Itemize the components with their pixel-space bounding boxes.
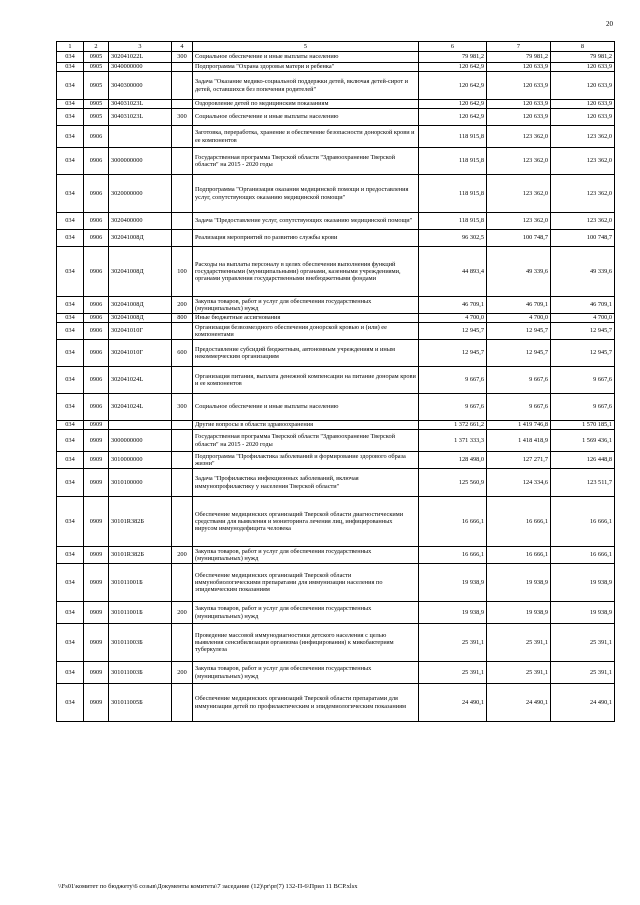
row-code-expense-type: 300 [172, 109, 193, 126]
row-code-ministry: 034 [57, 213, 84, 230]
row-code-section: 0906 [84, 297, 109, 314]
row-code-expense-type [172, 367, 193, 394]
table-row [57, 314, 615, 323]
row-name: Иные бюджетные ассигнования [193, 314, 419, 323]
row-code-expense-type: 300 [172, 394, 193, 421]
row-amount-col7: 46 709,1 [487, 297, 551, 314]
row-amount-col6: 12 945,7 [419, 323, 487, 340]
row-code-target: 304031023L [109, 100, 172, 109]
row-code-target [109, 421, 172, 430]
row-amount-col7: 25 391,1 [487, 662, 551, 684]
row-code-ministry: 034 [57, 624, 84, 662]
row-name: Организация питания, выплата денежной компенсации на питание донорам крови и ее компонентов [193, 367, 419, 394]
row-code-target: 302041008Д [109, 297, 172, 314]
row-amount-col6: 128 498,0 [419, 452, 487, 469]
row-code-target: 302041010Г [109, 323, 172, 340]
row-code-target: 302041022L [109, 52, 172, 63]
row-code-section: 0906 [84, 323, 109, 340]
row-name: Проведение массовой иммунодиагностики детского населения с целью выявления сенсибилизации организма (инфицирования) к микобактериям туберкулеза [193, 624, 419, 662]
row-amount-col7: 4 700,0 [487, 314, 551, 323]
table-row [57, 297, 615, 314]
row-amount-col7: 9 667,6 [487, 367, 551, 394]
row-code-section: 0905 [84, 109, 109, 126]
row-amount-col8: 100 748,7 [551, 230, 615, 247]
row-name: Задача "Предоставление услуг, сопутствующих оказанию медицинской помощи" [193, 213, 419, 230]
table-row [57, 547, 615, 564]
row-name: Обеспечение медицинских организаций Тверской области препаратами для иммунизации детей по профилактическим и эпидемиологическим показаниям [193, 684, 419, 722]
column-header-4: 4 [172, 42, 193, 52]
row-amount-col8: 123 362,0 [551, 148, 615, 175]
table-row [57, 323, 615, 340]
row-amount-col7: 123 362,0 [487, 213, 551, 230]
table-row [57, 430, 615, 452]
row-amount-col6: 120 642,9 [419, 63, 487, 72]
row-code-expense-type: 600 [172, 340, 193, 367]
page-number: 20 [606, 20, 613, 28]
row-amount-col8: 1 569 436,1 [551, 430, 615, 452]
row-code-section: 0906 [84, 340, 109, 367]
row-code-ministry: 034 [57, 63, 84, 72]
table-row [57, 662, 615, 684]
row-code-section: 0909 [84, 547, 109, 564]
row-code-ministry: 034 [57, 430, 84, 452]
row-code-ministry: 034 [57, 72, 84, 100]
row-code-ministry: 034 [57, 52, 84, 63]
row-code-section: 0905 [84, 63, 109, 72]
row-amount-col7: 25 391,1 [487, 624, 551, 662]
row-amount-col8: 1 570 185,1 [551, 421, 615, 430]
row-amount-col7: 9 667,6 [487, 394, 551, 421]
row-amount-col6: 44 893,4 [419, 247, 487, 297]
row-amount-col8: 12 945,7 [551, 340, 615, 367]
row-amount-col6: 4 700,0 [419, 314, 487, 323]
row-code-ministry: 034 [57, 297, 84, 314]
row-amount-col7: 12 945,7 [487, 340, 551, 367]
row-code-ministry: 034 [57, 230, 84, 247]
row-amount-col7: 16 666,1 [487, 547, 551, 564]
row-name: Подпрограмма "Организация оказания медицинской помощи и предоставления услуг, сопутствующих оказанию медицинской помощи" [193, 175, 419, 213]
table-row [57, 230, 615, 247]
row-code-expense-type [172, 469, 193, 497]
row-amount-col6: 19 938,9 [419, 564, 487, 602]
row-code-expense-type [172, 175, 193, 213]
row-code-section: 0909 [84, 564, 109, 602]
row-amount-col7: 120 633,9 [487, 109, 551, 126]
row-name: Закупка товаров, работ и услуг для обеспечения государственных (муниципальных) нужд [193, 547, 419, 564]
row-code-target: 304031023L [109, 109, 172, 126]
row-amount-col8: 25 391,1 [551, 624, 615, 662]
row-code-ministry: 034 [57, 602, 84, 624]
row-amount-col7: 24 490,1 [487, 684, 551, 722]
row-code-ministry: 034 [57, 367, 84, 394]
column-header-3: 3 [109, 42, 172, 52]
row-code-section: 0905 [84, 100, 109, 109]
row-amount-col6: 79 981,2 [419, 52, 487, 63]
row-amount-col7: 120 633,9 [487, 63, 551, 72]
row-code-ministry: 034 [57, 100, 84, 109]
row-code-target: 3020400000 [109, 213, 172, 230]
table-row [57, 109, 615, 126]
row-amount-col6: 16 666,1 [419, 497, 487, 547]
row-code-ministry: 034 [57, 340, 84, 367]
row-code-expense-type [172, 323, 193, 340]
row-name: Социальное обеспечение и иные выплаты населению [193, 394, 419, 421]
row-name: Организация безвозмездного обеспечения донорской кровью и (или) ее компонентами [193, 323, 419, 340]
row-amount-col8: 16 666,1 [551, 547, 615, 564]
row-code-expense-type [172, 72, 193, 100]
row-code-target: 3040000000 [109, 63, 172, 72]
footer-file-path: \\Fs01\комитет по бюджету\6 созыв\Документы комитета\7 заседание (12)\pr\pr(7) 132-П-6\Прил 11 ВСР.xlsx [58, 883, 358, 890]
row-amount-col6: 25 391,1 [419, 624, 487, 662]
row-name: Закупка товаров, работ и услуг для обеспечения государственных (муниципальных) нужд [193, 662, 419, 684]
table-body [57, 52, 615, 722]
row-amount-col8: 4 700,0 [551, 314, 615, 323]
row-code-section: 0909 [84, 602, 109, 624]
row-code-target: 301011003Б [109, 624, 172, 662]
row-code-target: 30101R382Б [109, 497, 172, 547]
row-amount-col7: 1 419 746,8 [487, 421, 551, 430]
column-header-2: 2 [84, 42, 109, 52]
table-row [57, 100, 615, 109]
row-code-target: 302041008Д [109, 230, 172, 247]
row-code-expense-type [172, 213, 193, 230]
row-amount-col7: 127 271,7 [487, 452, 551, 469]
row-amount-col6: 25 391,1 [419, 662, 487, 684]
row-name: Заготовка, переработка, хранение и обеспечение безопасности донорской крови и ее компонентов [193, 126, 419, 148]
header-row [57, 42, 615, 52]
row-name: Задача "Профилактика инфекционных заболеваний, включая иммунопрофилактику у населения Тверской области" [193, 469, 419, 497]
row-code-target: 3000000000 [109, 430, 172, 452]
row-amount-col7: 124 334,6 [487, 469, 551, 497]
row-amount-col6: 16 666,1 [419, 547, 487, 564]
row-code-expense-type [172, 452, 193, 469]
row-code-ministry: 034 [57, 421, 84, 430]
row-amount-col8: 79 981,2 [551, 52, 615, 63]
row-code-section: 0909 [84, 469, 109, 497]
row-amount-col7: 12 945,7 [487, 323, 551, 340]
table-row [57, 602, 615, 624]
row-amount-col6: 118 915,8 [419, 213, 487, 230]
row-amount-col8: 126 448,8 [551, 452, 615, 469]
table-row [57, 624, 615, 662]
row-amount-col7: 49 339,6 [487, 247, 551, 297]
row-name: Расходы на выплаты персоналу в целях обеспечения выполнения функций государственными (муниципальными) органами, казенными учреждениями, органами управления государственными внебюджетными фондами [193, 247, 419, 297]
row-code-target: 301011001Б [109, 564, 172, 602]
row-amount-col8: 16 666,1 [551, 497, 615, 547]
row-amount-col8: 9 667,6 [551, 367, 615, 394]
row-amount-col6: 12 945,7 [419, 340, 487, 367]
row-amount-col6: 118 915,8 [419, 148, 487, 175]
row-amount-col7: 120 633,9 [487, 100, 551, 109]
row-code-section: 0905 [84, 52, 109, 63]
row-code-ministry: 034 [57, 684, 84, 722]
column-header-8: 8 [551, 42, 615, 52]
row-code-target: 301011001Б [109, 602, 172, 624]
row-code-section: 0909 [84, 662, 109, 684]
row-amount-col8: 9 667,6 [551, 394, 615, 421]
row-code-section: 0909 [84, 421, 109, 430]
row-code-expense-type [172, 148, 193, 175]
row-code-target: 302041010Г [109, 340, 172, 367]
column-header-6: 6 [419, 42, 487, 52]
row-amount-col7: 19 938,9 [487, 564, 551, 602]
row-code-section: 0905 [84, 72, 109, 100]
row-name: Закупка товаров, работ и услуг для обеспечения государственных (муниципальных) нужд [193, 297, 419, 314]
row-code-section: 0909 [84, 624, 109, 662]
row-code-section: 0906 [84, 175, 109, 213]
column-header-1: 1 [57, 42, 84, 52]
row-amount-col8: 120 633,9 [551, 109, 615, 126]
row-code-expense-type [172, 100, 193, 109]
row-code-target: 302041024L [109, 394, 172, 421]
row-code-section: 0906 [84, 367, 109, 394]
row-amount-col6: 1 372 661,2 [419, 421, 487, 430]
row-amount-col6: 9 667,6 [419, 367, 487, 394]
row-code-target: 3010100000 [109, 469, 172, 497]
row-code-expense-type: 800 [172, 314, 193, 323]
row-name: Подпрограмма "Профилактика заболеваний и формирование здорового образа жизни" [193, 452, 419, 469]
column-header-5: 5 [193, 42, 419, 52]
table-row [57, 394, 615, 421]
row-code-ministry: 034 [57, 109, 84, 126]
row-code-target: 302041008Д [109, 247, 172, 297]
row-code-ministry: 034 [57, 564, 84, 602]
row-code-ministry: 034 [57, 547, 84, 564]
row-amount-col6: 46 709,1 [419, 297, 487, 314]
table-row [57, 367, 615, 394]
row-name: Социальное обеспечение и иные выплаты населению [193, 109, 419, 126]
row-code-section: 0906 [84, 213, 109, 230]
row-name: Обеспечение медицинских организаций Тверской области диагностическими средствами для выявления и мониторинга лечения лиц, инфицированных вирусом иммунодефицита человека [193, 497, 419, 547]
row-code-section: 0906 [84, 126, 109, 148]
row-amount-col6: 1 371 333,3 [419, 430, 487, 452]
row-code-expense-type: 200 [172, 547, 193, 564]
row-amount-col8: 24 490,1 [551, 684, 615, 722]
row-amount-col8: 19 938,9 [551, 564, 615, 602]
row-amount-col7: 120 633,9 [487, 72, 551, 100]
row-code-target: 3040300000 [109, 72, 172, 100]
row-code-section: 0906 [84, 314, 109, 323]
row-code-ministry: 034 [57, 175, 84, 213]
table-row [57, 63, 615, 72]
row-amount-col8: 123 362,0 [551, 175, 615, 213]
row-code-expense-type: 200 [172, 662, 193, 684]
row-code-ministry: 034 [57, 452, 84, 469]
row-code-section: 0909 [84, 430, 109, 452]
table-row [57, 684, 615, 722]
row-code-expense-type [172, 126, 193, 148]
row-name: Государственная программа Тверской области "Здравоохранение Тверской области" на 2015 - 2020 годы [193, 430, 419, 452]
row-amount-col6: 19 938,9 [419, 602, 487, 624]
row-name: Реализация мероприятий по развитию службы крови [193, 230, 419, 247]
table-row [57, 469, 615, 497]
row-code-expense-type: 300 [172, 52, 193, 63]
row-amount-col7: 100 748,7 [487, 230, 551, 247]
row-code-section: 0906 [84, 148, 109, 175]
row-code-ministry: 034 [57, 126, 84, 148]
row-code-expense-type: 100 [172, 247, 193, 297]
table-row [57, 52, 615, 63]
row-code-expense-type [172, 63, 193, 72]
row-code-ministry: 034 [57, 148, 84, 175]
row-amount-col8: 123 511,7 [551, 469, 615, 497]
row-amount-col6: 96 302,5 [419, 230, 487, 247]
row-code-ministry: 034 [57, 323, 84, 340]
table-row [57, 213, 615, 230]
row-code-expense-type: 200 [172, 602, 193, 624]
row-code-section: 0906 [84, 394, 109, 421]
row-amount-col7: 79 981,2 [487, 52, 551, 63]
row-code-target: 301011003Б [109, 662, 172, 684]
row-name: Закупка товаров, работ и услуг для обеспечения государственных (муниципальных) нужд [193, 602, 419, 624]
row-amount-col6: 24 490,1 [419, 684, 487, 722]
row-code-expense-type [172, 497, 193, 547]
row-code-expense-type [172, 230, 193, 247]
row-code-section: 0909 [84, 497, 109, 547]
row-code-section: 0906 [84, 230, 109, 247]
row-code-expense-type: 200 [172, 297, 193, 314]
row-code-target: 3000000000 [109, 148, 172, 175]
row-amount-col6: 120 642,9 [419, 109, 487, 126]
row-code-ministry: 034 [57, 469, 84, 497]
row-name: Оздоровление детей по медицинским показаниям [193, 100, 419, 109]
row-code-target: 301011005Б [109, 684, 172, 722]
row-amount-col6: 125 560,9 [419, 469, 487, 497]
table-row [57, 148, 615, 175]
row-code-ministry: 034 [57, 247, 84, 297]
row-amount-col8: 120 633,9 [551, 100, 615, 109]
row-amount-col7: 1 418 418,9 [487, 430, 551, 452]
row-amount-col8: 49 339,6 [551, 247, 615, 297]
row-amount-col6: 120 642,9 [419, 100, 487, 109]
table-row [57, 452, 615, 469]
table-row [57, 72, 615, 100]
row-amount-col8: 123 362,0 [551, 213, 615, 230]
row-code-section: 0909 [84, 452, 109, 469]
row-code-ministry: 034 [57, 497, 84, 547]
row-amount-col7: 16 666,1 [487, 497, 551, 547]
row-name: Другие вопросы в области здравоохранения [193, 421, 419, 430]
table-row [57, 564, 615, 602]
row-code-section: 0909 [84, 684, 109, 722]
row-amount-col8: 12 945,7 [551, 323, 615, 340]
row-amount-col8: 46 709,1 [551, 297, 615, 314]
row-amount-col6: 118 915,8 [419, 175, 487, 213]
budget-table [56, 41, 615, 722]
row-code-target [109, 126, 172, 148]
row-amount-col7: 19 938,9 [487, 602, 551, 624]
row-code-target: 302041008Д [109, 314, 172, 323]
row-amount-col6: 9 667,6 [419, 394, 487, 421]
row-amount-col8: 25 391,1 [551, 662, 615, 684]
row-amount-col8: 120 633,9 [551, 63, 615, 72]
table-row [57, 247, 615, 297]
row-code-ministry: 034 [57, 662, 84, 684]
row-name: Подпрограмма "Охрана здоровья матери и ребенка" [193, 63, 419, 72]
row-name: Задача "Оказание медико-социальной поддержки детей, включая детей-сирот и детей, оставшихся без попечения родителей" [193, 72, 419, 100]
row-code-ministry: 034 [57, 314, 84, 323]
row-amount-col7: 123 362,0 [487, 175, 551, 213]
row-code-expense-type [172, 624, 193, 662]
table-row [57, 126, 615, 148]
row-amount-col6: 120 642,9 [419, 72, 487, 100]
row-amount-col8: 123 362,0 [551, 126, 615, 148]
row-name: Предоставление субсидий бюджетным, автономным учреждениям и иным некоммерческим организациям [193, 340, 419, 367]
row-amount-col8: 19 938,9 [551, 602, 615, 624]
table-row [57, 175, 615, 213]
table-row [57, 340, 615, 367]
row-code-expense-type [172, 684, 193, 722]
row-name: Социальное обеспечение и иные выплаты населению [193, 52, 419, 63]
row-amount-col7: 123 362,0 [487, 148, 551, 175]
row-code-expense-type [172, 564, 193, 602]
row-amount-col8: 120 633,9 [551, 72, 615, 100]
row-name: Государственная программа Тверской области "Здравоохранение Тверской области" на 2015 - 2020 годы [193, 148, 419, 175]
column-header-7: 7 [487, 42, 551, 52]
row-code-target: 30101R382Б [109, 547, 172, 564]
row-code-section: 0906 [84, 247, 109, 297]
row-amount-col6: 118 915,8 [419, 126, 487, 148]
row-amount-col7: 123 362,0 [487, 126, 551, 148]
row-code-target: 302041024L [109, 367, 172, 394]
row-code-target: 3020000000 [109, 175, 172, 213]
row-code-expense-type [172, 421, 193, 430]
row-code-ministry: 034 [57, 394, 84, 421]
row-name: Обеспечение медицинских организаций Тверской области иммунобиологическими препаратами для иммунизации населения по эпидемическим показаниям [193, 564, 419, 602]
row-code-expense-type [172, 430, 193, 452]
table-row [57, 421, 615, 430]
row-code-target: 3010000000 [109, 452, 172, 469]
table-row [57, 497, 615, 547]
